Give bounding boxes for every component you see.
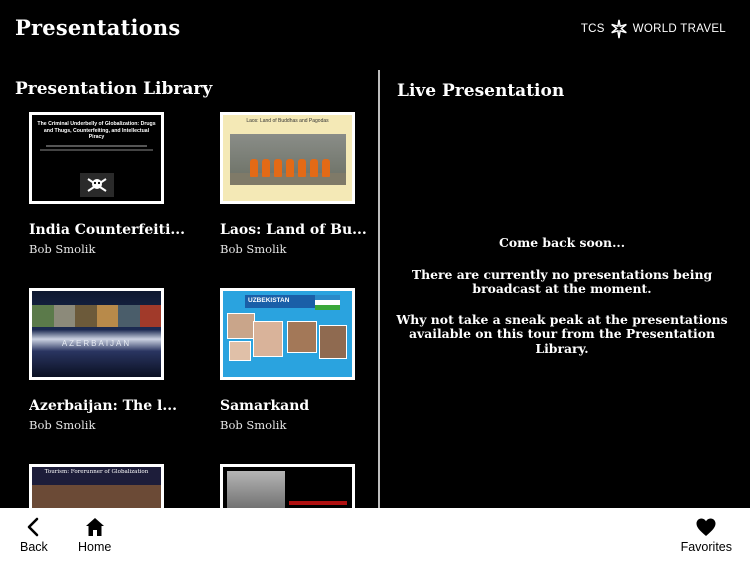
presentation-title: India Counterfeiti... — [29, 222, 186, 238]
chevron-left-icon — [23, 516, 45, 538]
page-title: Presentations — [15, 15, 181, 40]
sneak-peak-text: Why not take a sneak peak at the presentations available on this tour from the Presentation Library. — [396, 311, 728, 356]
thumbnail-heading: UZBEKISTAN — [245, 295, 333, 308]
presentation-library — [0, 110, 376, 508]
presentation-author: Bob Smolik — [29, 418, 96, 432]
presentation-title: Samarkand — [220, 398, 310, 414]
live-presentation-title: Live Presentation — [397, 81, 565, 101]
brand-suffix: WORLD TRAVEL — [632, 23, 726, 35]
come-back-text: Come back soon... — [498, 235, 626, 250]
presentation-author: Bob Smolik — [220, 242, 287, 256]
monks-photo — [230, 134, 346, 185]
home-icon — [84, 516, 106, 538]
presentation-author: Bob Smolik — [29, 242, 96, 256]
presentation-title: Azerbaijan: The l... — [29, 398, 177, 414]
thumbnail-decoration — [32, 145, 161, 151]
heart-icon — [695, 516, 717, 538]
bottom-toolbar — [0, 508, 750, 563]
thumbnail-heading: Laos: Land of Buddhas and Pagodas — [246, 118, 329, 124]
presentation-author: Bob Smolik — [220, 418, 287, 432]
brand-logo — [581, 17, 726, 41]
landscape-photos — [32, 305, 161, 327]
favorites-button[interactable] — [681, 516, 732, 554]
library-title: Presentation Library — [15, 79, 213, 99]
skull-crossbones-icon — [80, 173, 114, 197]
star-logo-icon — [608, 18, 630, 40]
home-button[interactable] — [78, 516, 111, 554]
live-status-message — [395, 236, 729, 372]
header — [0, 0, 750, 60]
back-label: Back — [20, 540, 48, 554]
presentation-thumbnail[interactable] — [29, 112, 164, 204]
presentation-thumbnail[interactable] — [29, 288, 164, 380]
favorites-label: Favorites — [680, 540, 732, 554]
presentation-title: Laos: Land of Bu... — [220, 222, 367, 238]
back-button[interactable] — [20, 516, 48, 554]
no-broadcast-text: There are currently no presentations being broadcast at the moment. — [411, 266, 713, 296]
thumbnail-heading: AZERBAIJAN — [61, 339, 132, 348]
flag-icon — [315, 295, 340, 310]
section-divider — [378, 70, 380, 510]
presentation-thumbnail[interactable] — [220, 288, 355, 380]
brand-prefix: TCS — [580, 23, 605, 35]
thumbnail-heading: The Criminal Underbelly of Globalization: Drugs and Thugs, Counterfeiting, and Intellectual Piracy — [37, 121, 156, 140]
presentation-thumbnail[interactable] — [220, 464, 355, 508]
thumbnail-heading: Tourism: Forerunner of Globalization — [32, 467, 161, 485]
buddha-photo — [227, 471, 285, 508]
presentation-thumbnail[interactable] — [220, 112, 355, 204]
presentation-thumbnail[interactable] — [29, 464, 164, 508]
home-label: Home — [78, 540, 112, 554]
thumbnail-decoration — [289, 501, 347, 505]
